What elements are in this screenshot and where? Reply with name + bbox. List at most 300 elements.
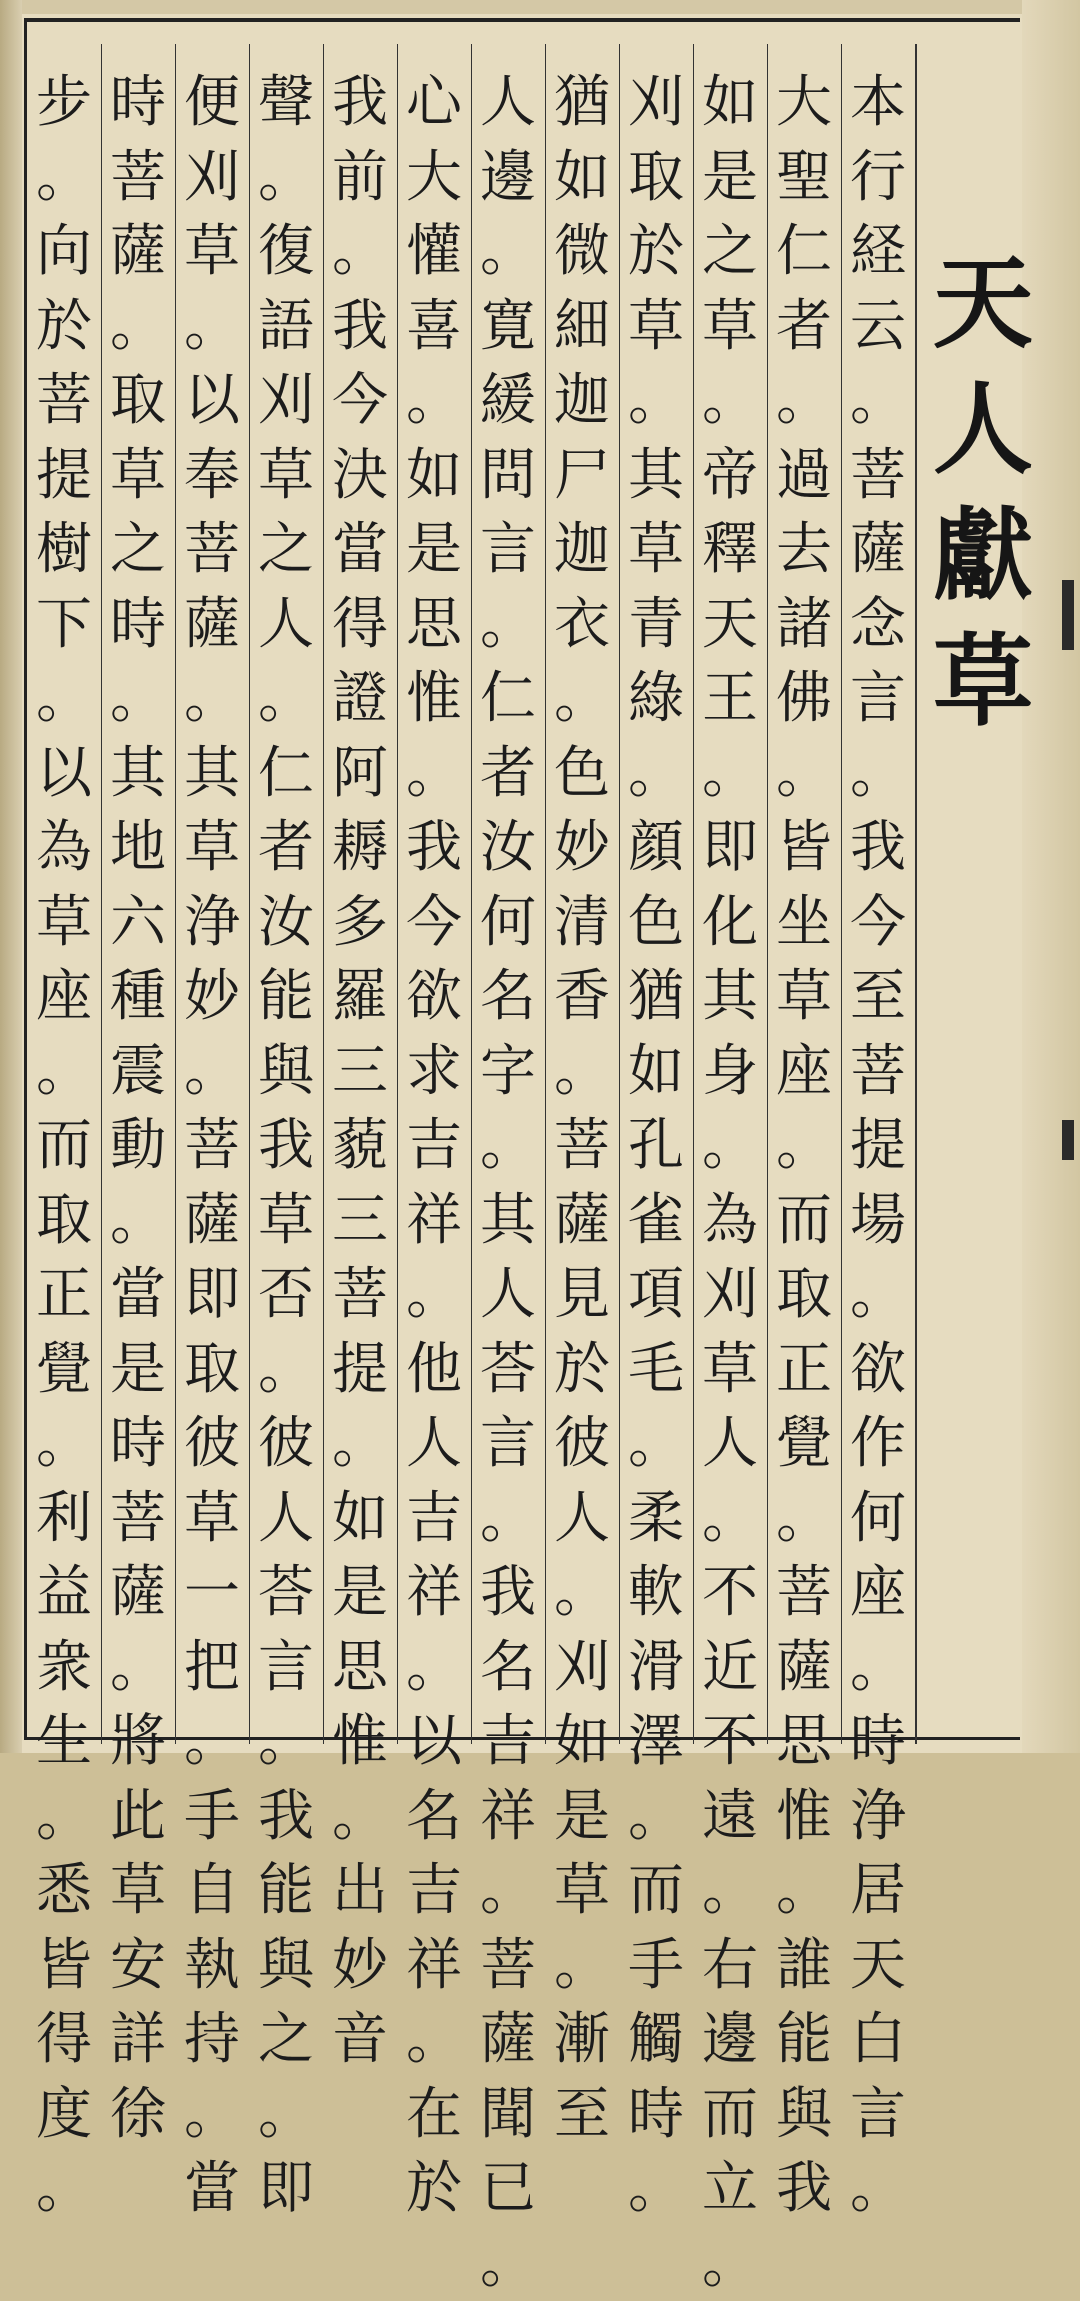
text-char: 藐 (323, 1109, 397, 1184)
text-char: 。 (693, 1854, 767, 1929)
text-char: 是 (545, 1780, 619, 1855)
text-char: 。 (249, 662, 323, 737)
text-char: 為 (27, 811, 101, 886)
text-column-4 (619, 66, 693, 2227)
text-char: 其 (101, 737, 175, 812)
text-char: 右 (693, 1929, 767, 2004)
text-char: 浄 (841, 1780, 915, 1855)
text-char: 至 (545, 2078, 619, 2153)
title-char: 人 (920, 366, 1046, 492)
text-char: 薩 (841, 513, 915, 588)
text-char: 今 (397, 886, 471, 961)
text-char: 衣 (545, 588, 619, 663)
text-char: 草 (175, 811, 249, 886)
text-char: 之 (249, 2003, 323, 2078)
text-char: 如 (323, 1482, 397, 1557)
text-char: 祥 (397, 1929, 471, 2004)
text-char: 音 (323, 2003, 397, 2078)
text-char: 草 (249, 1184, 323, 1259)
page-top-edge (0, 0, 1080, 14)
text-char: 吉 (397, 1854, 471, 1929)
text-char: 諸 (767, 588, 841, 663)
text-char: 當 (175, 2152, 249, 2227)
text-char: 是 (693, 141, 767, 216)
text-char: 安 (101, 1929, 175, 2004)
text-char: 。 (767, 737, 841, 812)
text-char: 祥 (397, 1556, 471, 1631)
text-char: 仁 (249, 737, 323, 812)
text-char: 菩 (471, 1929, 545, 2004)
text-char: 下 (27, 588, 101, 663)
text-char: 。 (693, 364, 767, 439)
text-char: 字 (471, 1035, 545, 1110)
text-char: 皆 (767, 811, 841, 886)
text-char: 於 (27, 290, 101, 365)
text-char: 。 (27, 662, 101, 737)
text-char: 得 (27, 2003, 101, 2078)
text-char: 項 (619, 1258, 693, 1333)
text-char: 。 (397, 2003, 471, 2078)
text-char: 度 (27, 2078, 101, 2153)
text-char: 於 (545, 1333, 619, 1408)
text-char: 菩 (175, 513, 249, 588)
text-char: 刈 (175, 141, 249, 216)
text-char: 惟 (397, 662, 471, 737)
text-char: 。 (767, 364, 841, 439)
text-column-9 (249, 66, 323, 2227)
text-char: 。 (471, 2227, 545, 2301)
text-char: 以 (175, 364, 249, 439)
text-char: 能 (249, 1854, 323, 1929)
text-char: 柔 (619, 1482, 693, 1557)
text-column-5 (545, 66, 619, 2152)
text-char: 。 (27, 2152, 101, 2227)
text-char: 座 (841, 1556, 915, 1631)
text-char: 。 (175, 1035, 249, 1110)
text-char: 草 (101, 439, 175, 514)
text-char: 正 (27, 1258, 101, 1333)
text-char: 菩 (323, 1258, 397, 1333)
text-char: 與 (249, 1929, 323, 2004)
text-char: 帝 (693, 439, 767, 514)
text-char: 欲 (397, 960, 471, 1035)
text-char: 三 (323, 1035, 397, 1110)
text-char: 以 (27, 737, 101, 812)
text-char: 。 (249, 141, 323, 216)
text-char: 遠 (693, 1780, 767, 1855)
text-char: 得 (323, 588, 397, 663)
text-char: 其 (175, 737, 249, 812)
text-char: 之 (249, 513, 323, 588)
text-char: 為 (693, 1184, 767, 1259)
text-char: 我 (471, 1556, 545, 1631)
text-char: 清 (545, 886, 619, 961)
text-char: 菩 (545, 1109, 619, 1184)
text-char: 刈 (545, 1631, 619, 1706)
text-char: 。 (841, 1258, 915, 1333)
text-char: 自 (175, 1854, 249, 1929)
text-char: 地 (101, 811, 175, 886)
text-char: 猶 (619, 960, 693, 1035)
text-char: 三 (323, 1184, 397, 1259)
text-char: 。 (101, 1631, 175, 1706)
text-char: 草 (249, 439, 323, 514)
text-char: 今 (841, 886, 915, 961)
text-char: 過 (767, 439, 841, 514)
text-char: 與 (249, 1035, 323, 1110)
text-char: 言 (471, 513, 545, 588)
text-char: 誰 (767, 1929, 841, 2004)
text-char: 取 (175, 1333, 249, 1408)
text-char: 薩 (175, 588, 249, 663)
text-char: 如 (397, 439, 471, 514)
text-char: 菩 (101, 141, 175, 216)
text-char: 菩 (767, 1556, 841, 1631)
text-char: 顔 (619, 811, 693, 886)
text-char: 我 (841, 811, 915, 886)
text-char: 。 (841, 1631, 915, 1706)
text-char: 向 (27, 215, 101, 290)
text-char: 薩 (471, 2003, 545, 2078)
text-char: 悉 (27, 1854, 101, 1929)
text-char: 作 (841, 1407, 915, 1482)
text-char: 人 (693, 1407, 767, 1482)
text-char: 以 (397, 1705, 471, 1780)
page-title (920, 240, 1046, 744)
text-char: 將 (101, 1705, 175, 1780)
text-char: 薩 (545, 1184, 619, 1259)
text-char: 草 (175, 215, 249, 290)
text-char: 菩 (841, 1035, 915, 1110)
text-char: 聲 (249, 66, 323, 141)
text-char: 生 (27, 1705, 101, 1780)
text-char: 雀 (619, 1184, 693, 1259)
text-char: 於 (619, 215, 693, 290)
text-char: 而 (693, 2078, 767, 2153)
text-char: 。 (841, 364, 915, 439)
text-char: 薩 (101, 1556, 175, 1631)
text-char: 荅 (471, 1333, 545, 1408)
text-char: 。 (175, 2078, 249, 2153)
text-frame (24, 18, 1020, 1740)
text-char: 軟 (619, 1556, 693, 1631)
text-column-10 (175, 66, 249, 2227)
text-char: 。 (471, 1109, 545, 1184)
text-char: 動 (101, 1109, 175, 1184)
text-char: 羅 (323, 960, 397, 1035)
text-char: 。 (323, 215, 397, 290)
text-char: 大 (767, 66, 841, 141)
text-char: 觸 (619, 2003, 693, 2078)
text-char: 是 (397, 513, 471, 588)
text-char: 。 (101, 662, 175, 737)
text-char: 。 (249, 1333, 323, 1408)
text-char: 座 (27, 960, 101, 1035)
text-char: 提 (27, 439, 101, 514)
text-char: 迦 (545, 513, 619, 588)
text-char: 。 (619, 1407, 693, 1482)
text-char: 求 (397, 1035, 471, 1110)
text-char: 阿 (323, 737, 397, 812)
text-char: 祥 (471, 1780, 545, 1855)
text-char: 刈 (619, 66, 693, 141)
text-char: 。 (767, 1109, 841, 1184)
text-char: 草 (101, 1854, 175, 1929)
text-char: 語 (249, 290, 323, 365)
text-char: 是 (323, 1556, 397, 1631)
text-char: 人 (249, 588, 323, 663)
text-char: 。 (471, 1854, 545, 1929)
text-char: 衆 (27, 1631, 101, 1706)
text-char: 便 (175, 66, 249, 141)
text-column-12 (27, 66, 101, 2227)
text-char: 草 (619, 290, 693, 365)
text-char: 之 (101, 513, 175, 588)
text-char: 言 (471, 1407, 545, 1482)
text-char: 菩 (101, 1482, 175, 1557)
text-char: 惟 (767, 1780, 841, 1855)
text-char: 草 (27, 886, 101, 961)
text-char: 。 (27, 1035, 101, 1110)
text-char: 人 (397, 1407, 471, 1482)
text-char: 緩 (471, 364, 545, 439)
text-char: 尸 (545, 439, 619, 514)
text-char: 名 (471, 960, 545, 1035)
text-char: 。 (397, 1258, 471, 1333)
text-char: 天 (841, 1929, 915, 2004)
text-char: 當 (323, 513, 397, 588)
text-char: 把 (175, 1631, 249, 1706)
text-char: 者 (471, 737, 545, 812)
text-char: 證 (323, 662, 397, 737)
text-char: 。 (175, 662, 249, 737)
text-char: 耨 (323, 811, 397, 886)
text-char: 心 (397, 66, 471, 141)
text-char: 取 (101, 364, 175, 439)
text-char: 祥 (397, 1184, 471, 1259)
text-char: 我 (323, 66, 397, 141)
text-char: 彼 (249, 1407, 323, 1482)
text-char: 。 (27, 1780, 101, 1855)
text-char: 之 (693, 215, 767, 290)
text-char: 。 (175, 1705, 249, 1780)
text-char: 執 (175, 1929, 249, 2004)
text-char: 邊 (693, 2003, 767, 2078)
text-char: 。 (545, 662, 619, 737)
text-char: 綠 (619, 662, 693, 737)
text-column-7 (397, 66, 471, 2227)
text-char: 吉 (397, 1482, 471, 1557)
text-char: 利 (27, 1482, 101, 1557)
text-char: 提 (841, 1109, 915, 1184)
text-char: 吉 (471, 1705, 545, 1780)
text-char: 言 (249, 1631, 323, 1706)
text-char: 如 (619, 1035, 693, 1110)
text-char: 白 (841, 2003, 915, 2078)
text-char: 而 (619, 1854, 693, 1929)
text-char: 時 (101, 1407, 175, 1482)
text-char: 與 (767, 2078, 841, 2153)
text-char: 我 (397, 811, 471, 886)
text-char: 去 (767, 513, 841, 588)
text-char: 我 (249, 1780, 323, 1855)
edge-mark (1062, 580, 1074, 650)
text-char: 薩 (767, 1631, 841, 1706)
text-char: 時 (101, 66, 175, 141)
text-char: 何 (841, 1482, 915, 1557)
text-char: 。 (693, 1109, 767, 1184)
text-char: 前 (323, 141, 397, 216)
text-char: 惟 (323, 1705, 397, 1780)
text-char: 行 (841, 141, 915, 216)
text-char: 居 (841, 1854, 915, 1929)
text-char: 汝 (249, 886, 323, 961)
text-char: 至 (841, 960, 915, 1035)
text-char: 覺 (27, 1333, 101, 1408)
text-char: 其 (693, 960, 767, 1035)
text-char: 草 (767, 960, 841, 1035)
text-char: 樹 (27, 513, 101, 588)
text-char: 。 (619, 2152, 693, 2227)
text-char: 。 (693, 737, 767, 812)
text-char: 。 (101, 1184, 175, 1259)
text-char: 近 (693, 1631, 767, 1706)
text-char: 思 (323, 1631, 397, 1706)
text-column-8 (323, 66, 397, 2078)
page-gutter (0, 0, 22, 1753)
text-char: 我 (767, 2152, 841, 2227)
text-char: 。 (693, 2227, 767, 2301)
text-char: 取 (619, 141, 693, 216)
text-char: 孔 (619, 1109, 693, 1184)
text-char: 。 (471, 215, 545, 290)
text-char: 寛 (471, 290, 545, 365)
text-char: 草 (619, 513, 693, 588)
text-char: 。 (397, 737, 471, 812)
text-char: 座 (767, 1035, 841, 1110)
text-char: 我 (249, 1109, 323, 1184)
text-char: 澤 (619, 1705, 693, 1780)
text-char: 出 (323, 1854, 397, 1929)
text-char: 他 (397, 1333, 471, 1408)
text-char: 釋 (693, 513, 767, 588)
text-char: 能 (767, 2003, 841, 2078)
text-char: 王 (693, 662, 767, 737)
text-char: 念 (841, 588, 915, 663)
text-char: 何 (471, 886, 545, 961)
text-char: 立 (693, 2152, 767, 2227)
text-char: 経 (841, 215, 915, 290)
text-char: 我 (323, 290, 397, 365)
text-char: 思 (767, 1705, 841, 1780)
text-char: 人 (545, 1482, 619, 1557)
text-char: 天 (693, 588, 767, 663)
text-char: 菩 (841, 439, 915, 514)
text-char: 妙 (545, 811, 619, 886)
title-char: 獻 (920, 492, 1046, 618)
text-char: 者 (767, 290, 841, 365)
text-char: 。 (471, 588, 545, 663)
text-char: 持 (175, 2003, 249, 2078)
text-char: 場 (841, 1184, 915, 1259)
text-char: 覺 (767, 1407, 841, 1482)
text-char: 。 (545, 1556, 619, 1631)
text-char: 菩 (27, 364, 101, 439)
text-char: 人 (471, 1258, 545, 1333)
text-char: 時 (619, 2078, 693, 2153)
text-char: 此 (101, 1780, 175, 1855)
text-char: 色 (545, 737, 619, 812)
text-char: 彼 (175, 1407, 249, 1482)
text-char: 名 (471, 1631, 545, 1706)
text-char: 。 (249, 2078, 323, 2153)
text-char: 。 (101, 290, 175, 365)
text-char: 多 (323, 886, 397, 961)
title-char: 天 (920, 240, 1046, 366)
text-char: 者 (249, 811, 323, 886)
text-char: 浄 (175, 886, 249, 961)
text-char: 即 (175, 1258, 249, 1333)
text-char: 否 (249, 1258, 323, 1333)
text-char: 奉 (175, 439, 249, 514)
text-char: 已 (471, 2152, 545, 2227)
text-char: 人 (471, 66, 545, 141)
text-char: 草 (545, 1854, 619, 1929)
text-char: 正 (767, 1333, 841, 1408)
text-char: 。 (27, 1407, 101, 1482)
text-char: 聞 (471, 2078, 545, 2153)
text-char: 。 (175, 290, 249, 365)
text-char: 思 (397, 588, 471, 663)
text-char: 是 (101, 1333, 175, 1408)
text-char: 細 (545, 290, 619, 365)
text-char: 皆 (27, 1929, 101, 2004)
text-char: 。 (323, 1407, 397, 1482)
text-char: 邊 (471, 141, 545, 216)
text-char: 云 (841, 290, 915, 365)
text-char: 。 (619, 364, 693, 439)
text-char: 震 (101, 1035, 175, 1110)
text-char: 草 (693, 1333, 767, 1408)
text-char: 汝 (471, 811, 545, 886)
text-char: 滑 (619, 1631, 693, 1706)
text-char: 化 (693, 886, 767, 961)
text-char: 草 (175, 1482, 249, 1557)
text-char: 問 (471, 439, 545, 514)
text-char: 言 (841, 2078, 915, 2153)
text-char: 時 (101, 588, 175, 663)
text-char: 不 (693, 1556, 767, 1631)
text-column-6 (471, 66, 545, 2301)
text-char: 草 (693, 290, 767, 365)
text-char: 毛 (619, 1333, 693, 1408)
text-char: 徐 (101, 2078, 175, 2153)
title-char: 草 (920, 618, 1046, 744)
text-char: 名 (397, 1780, 471, 1855)
text-column-11 (101, 66, 175, 2152)
text-char: 喜 (397, 290, 471, 365)
text-char: 決 (323, 439, 397, 514)
text-char: 益 (27, 1556, 101, 1631)
text-char: 薩 (101, 215, 175, 290)
text-char: 漸 (545, 2003, 619, 2078)
text-char: 在 (397, 2078, 471, 2153)
text-char: 取 (767, 1258, 841, 1333)
text-char: 其 (471, 1184, 545, 1259)
text-char: 其 (619, 439, 693, 514)
text-char: 。 (767, 1854, 841, 1929)
edge-mark (1062, 1120, 1074, 1160)
